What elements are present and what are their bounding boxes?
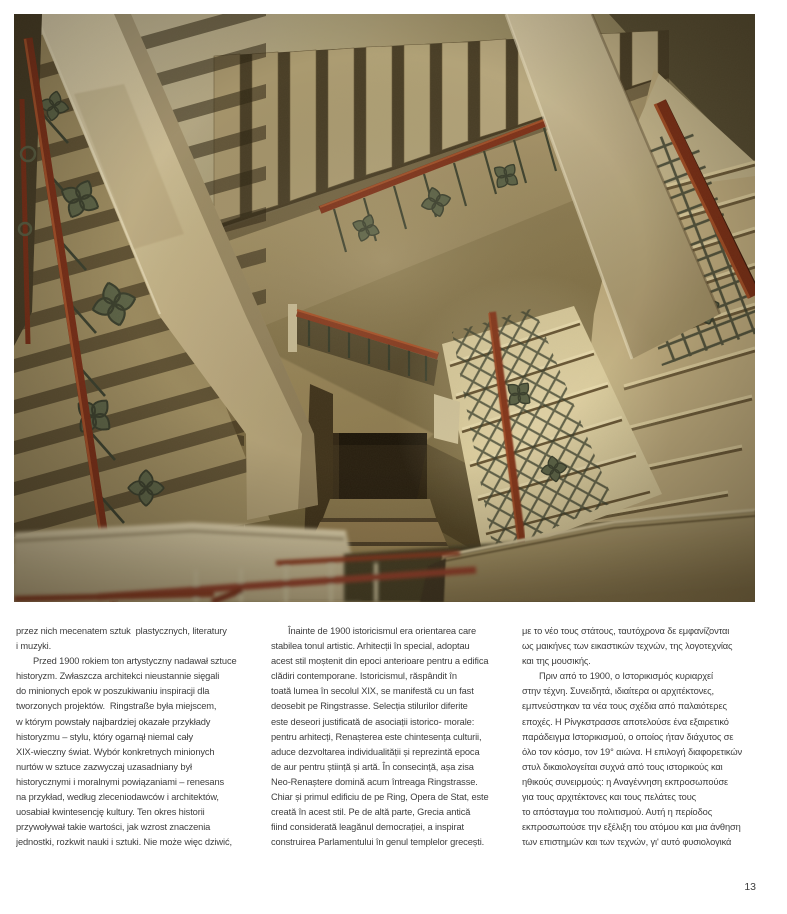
text-line: ηθικούς συνειρμούς: η Αναγέννηση εκπροσωπούσε: [522, 776, 729, 787]
text-line: tworzonych projektów. Ringstraße była miejscem,: [16, 701, 217, 712]
text-line: creată în acest stil. Pe de altă parte, Grecia antică: [271, 807, 471, 818]
page-number: 13: [744, 881, 756, 893]
text-line: przez nich mecenatem sztuk plastycznych, literatury: [16, 626, 227, 636]
text-line: όλο τον κόσμο, τον 19° αιώνα. Η επιλογή διαφορετικών: [522, 746, 742, 757]
text-line: na przykład, według zleceniodawców i architektów,: [16, 792, 219, 803]
text-line: Neo-Renaștere domină acum întreaga Ringstrasse.: [271, 776, 478, 787]
text-line: uosabiał kwintesencję kultury. Ten okres historii: [16, 807, 205, 818]
text-line: εμπνεύστηκαν τα νέα τους σχέδια από παλαιότερες: [522, 701, 727, 712]
text-line: με το νέο τους στάτους, ταυτόχρονα δε εμφανίζονται: [522, 626, 730, 636]
text-line: jednostki, rozkwit nauki i sztuki. Nie może więc dziwić,: [16, 837, 232, 848]
text-line: Πριν από το 1900, ο Ιστορικισμός κυριαρχεί: [539, 671, 713, 682]
text-line: Chiar și primul edificiu de pe Ring, Opera de Stat, este: [271, 792, 489, 803]
text-line: Înainte de 1900 istoricismul era orientarea care: [288, 626, 477, 636]
text-line: acest stil moștenit din epoci anterioare pentru a edifica: [271, 656, 489, 667]
text-line: fiind considerată leagănul democrației, a inspirat: [271, 822, 464, 833]
text-line: deosebit pe Ringstrasse. Selecția stilurilor diferite: [271, 701, 468, 712]
text-line: nurtów w sztuce zazwyczaj uzasadniany był: [16, 761, 192, 772]
text-line: do minionych epok w poszukiwaniu inspiracji dla: [16, 686, 210, 697]
text-line: stabilea tonul artistic. Arhitecții în special, adoptau: [271, 641, 470, 652]
text-line: Przed 1900 rokiem ton artystyczny nadawał sztuce: [33, 656, 237, 667]
text-line: aduce dezvoltarea individualității și reprezintă epoca: [271, 746, 480, 757]
text-line: i muzyki.: [16, 641, 52, 652]
text-line: pentru arhitecți, Renașterea este chintesența culturii,: [271, 731, 482, 742]
column-polish: [16, 624, 242, 858]
text-line: και της μουσικής.: [522, 656, 591, 667]
text-line: historyzm. Zwłaszcza architekci nieustannie sięgali: [16, 671, 220, 682]
text-line: przywoływał takie wartości, jak wzrost znaczenia: [16, 822, 211, 833]
text-line: XIX-wieczny świat. Wybór konkretnych minionych: [16, 746, 215, 757]
column-greek: [522, 624, 760, 858]
text-line: το απόσταγμα του πολιτισμού. Αυτή η περίοδος: [522, 807, 713, 818]
text-line: παράδειγμα Ιστορικισμού, ο οποίος ήταν διάχυτος σε: [522, 731, 734, 742]
staircase-stairwell-photo: [14, 14, 755, 602]
text-line: στυλ δικαιολογείται συχνά από τους ιστορικούς και: [522, 761, 723, 772]
text-line: εποχές. Η Ρίνγκστρασσε αποτελούσε ένα εξαιρετικό: [522, 716, 729, 727]
text-line: για τους αρχιτέκτονες και τους πελάτες τους: [522, 792, 697, 803]
text-line: εκπροσωπούσε την εξέλιξη του ατόμου και μια άνθηση: [522, 822, 741, 833]
text-line: w którym powstały najbardziej okazałe przykłady: [16, 716, 211, 727]
column-romanian: [271, 624, 499, 858]
text-line: construirea Parlamentului în genul templelor grecești.: [271, 837, 485, 848]
text-line: este deseori justificată de asociații istorico- morale:: [271, 716, 475, 727]
text-line: historycznymi i moralnymi powiązaniami – renesans: [16, 776, 225, 787]
text-line: ως μαικήνες των εικαστικών τεχνών, της λογοτεχνίας: [522, 641, 733, 652]
text-line: de aur pentru știință și artă. În consecință, așa zisa: [271, 761, 474, 772]
text-line: historyzmu – stylu, który ogarnął niemal cały: [16, 731, 193, 742]
text-line: clădiri contemporane. Istoricismul, răspândit în: [271, 671, 457, 682]
text-line: των επιστημών και των τεχνών, γι' αυτό φυσιολογικά: [522, 837, 732, 848]
staircase-illustration: [14, 14, 755, 602]
text-line: στην τέχνη. Συνειδητά, ιδιαίτερα οι αρχιτέκτονες,: [522, 686, 715, 697]
text-line: toată lumea în secolul XIX, se manifestă cu un fast: [271, 686, 474, 697]
